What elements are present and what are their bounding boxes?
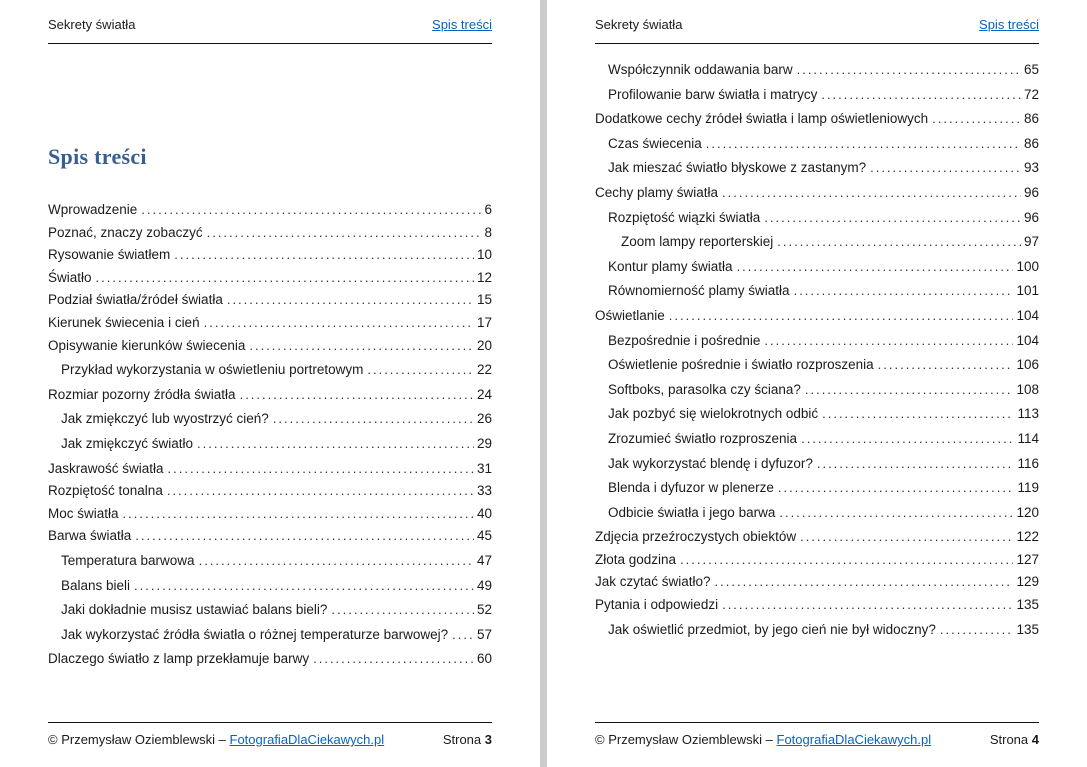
toc-entry-page: 31 [476, 460, 492, 476]
toc-entry[interactable] [595, 354, 1039, 377]
toc-leader-dots [722, 182, 1021, 205]
toc-entry-label: Rysowanie światłem [48, 247, 171, 263]
toc-leader-dots [249, 335, 474, 358]
page-word: Strona [989, 732, 1032, 747]
toc-entry-label: Oświetlanie [595, 307, 665, 323]
toc-leader-dots [706, 133, 1021, 156]
toc-leader-dots [367, 359, 474, 382]
toc-entry-page: 45 [476, 528, 492, 544]
toc-entry[interactable] [595, 502, 1039, 525]
toc-leader-dots [764, 330, 1013, 353]
toc-leader-dots [168, 458, 474, 481]
toc-entry-page: 22 [476, 362, 492, 378]
toc-entry[interactable] [595, 453, 1039, 476]
toc-entry-page: 17 [476, 314, 492, 330]
toc-leader-dots [940, 619, 1014, 642]
toc-entry-label: Jak oświetlić przedmiot, by jego cień nie był widoczny? [608, 621, 936, 637]
toc-entry-label: Jak pozbyć się wielokrotnych odbić [608, 406, 819, 422]
toc-leader-dots [174, 244, 474, 267]
toc-leader-dots [273, 408, 474, 431]
toc-leader-dots [878, 354, 1014, 377]
toc-entry[interactable] [595, 305, 1039, 328]
toc-entry-page: 101 [1016, 283, 1039, 299]
toc-entry[interactable] [595, 157, 1039, 180]
toc-entry-label: Rozmiar pozorny źródła światła [48, 386, 236, 402]
toc-entry-page: 114 [1017, 430, 1039, 446]
page-word: Strona [442, 732, 485, 747]
toc-leader-dots [722, 594, 1013, 617]
toc-entry-label: Jaki dokładnie musisz ustawiać balans bieli? [61, 602, 328, 618]
toc-entry-label: Jak mieszać światło błyskowe z zastanym? [608, 160, 867, 176]
toc-entry-label: Opisywanie kierunków świecenia [48, 337, 246, 353]
toc-leader-dots [227, 289, 474, 312]
toc-entry-page: 135 [1016, 621, 1039, 637]
toc-entry[interactable] [48, 648, 492, 671]
toc-leader-dots [167, 480, 474, 503]
toc-entry[interactable] [48, 384, 492, 407]
footer-site-link[interactable]: FotografiaDlaCiekawych.pl [229, 732, 385, 747]
toc-entry-label: Barwa światła [48, 528, 132, 544]
toc-entry[interactable] [595, 84, 1039, 107]
page-number-value: 4 [1031, 732, 1039, 747]
toc-leader-dots [932, 108, 1021, 131]
toc-entry-label: Jaskrawość światła [48, 460, 164, 476]
toc-leader-dots [669, 305, 1014, 328]
toc-entry-page: 29 [476, 435, 492, 451]
toc-entry[interactable] [48, 480, 492, 503]
toc-entry-page: 119 [1017, 480, 1039, 496]
toc-leader-dots [821, 84, 1021, 107]
toc-entry-page: 47 [476, 552, 492, 568]
toc-entry[interactable] [48, 599, 492, 622]
toc-entry-label: Jak wykorzystać źródła światła o różnej temperaturze barwowej? [61, 626, 449, 642]
toc-entry-label: Dlaczego światło z lamp przekłamuje barwy [48, 651, 310, 667]
toc-entry[interactable] [595, 108, 1039, 131]
toc-entry-label: Jak czytać światło? [595, 574, 711, 590]
toc-entry[interactable] [48, 267, 492, 290]
page-footer [48, 722, 492, 747]
toc-leader-dots [777, 231, 1021, 254]
toc-entry[interactable] [48, 624, 492, 647]
toc-entry[interactable] [595, 231, 1039, 254]
toc-entry[interactable] [48, 525, 492, 548]
toc-entry-label: Kontur plamy światła [608, 258, 733, 274]
toc-entry-page: 40 [476, 505, 492, 521]
toc-leader-dots [123, 503, 474, 526]
toc-entry[interactable] [595, 379, 1039, 402]
toc-leader-dots [204, 312, 474, 335]
toc-leader-dots [207, 222, 482, 245]
toc-entry-label: Dodatkowe cechy źródeł światła i lamp oświetleniowych [595, 111, 929, 127]
toc-entry-label: Profilowanie barw światła i matrycy [608, 86, 818, 102]
toc-entry[interactable] [48, 550, 492, 573]
header-toc-link[interactable]: Spis treści [432, 17, 492, 32]
toc-entry[interactable] [48, 222, 492, 245]
toc-entry-page: 52 [476, 602, 492, 618]
toc-entry-label: Czas świecenia [608, 135, 702, 151]
toc-entry-label: Moc światła [48, 505, 119, 521]
page-gap-divider [540, 0, 547, 767]
toc-leader-dots [141, 199, 481, 222]
header-document-title: Sekrety światła [595, 17, 683, 32]
toc-entry[interactable] [48, 503, 492, 526]
toc-entry-page: 135 [1016, 597, 1039, 613]
toc-entry-page: 104 [1016, 307, 1039, 323]
toc-leader-dots [199, 550, 474, 573]
page-header [595, 16, 1039, 44]
toc-leader-dots [680, 549, 1013, 572]
toc-entry[interactable] [48, 575, 492, 598]
page-number-value: 3 [484, 732, 492, 747]
toc-leader-dots [134, 575, 474, 598]
toc-entry-page: 60 [476, 651, 492, 667]
toc-entry-label: Jak zmiękczyć lub wyostrzyć cień? [61, 411, 269, 427]
footer-page-number [443, 732, 492, 747]
page-header [48, 16, 492, 44]
toc-entry-page: 20 [476, 337, 492, 353]
toc-entry-label: Balans bieli [61, 577, 131, 593]
toc-leader-dots [197, 433, 474, 456]
toc-entry-label: Współczynnik oddawania barw [608, 62, 793, 77]
toc-leader-dots [822, 403, 1014, 426]
toc-entry-label: Odbicie światła i jego barwa [608, 504, 776, 520]
toc-entry-page: 33 [476, 483, 492, 499]
toc-entry-page: 106 [1016, 357, 1039, 373]
toc-entry-label: Zoom lampy reporterskiej [621, 234, 774, 250]
toc-entry[interactable] [48, 312, 492, 335]
toc-entry-page: 122 [1016, 529, 1039, 545]
toc-entry[interactable] [595, 403, 1039, 426]
toc-list [48, 199, 492, 671]
page-3 [0, 0, 540, 767]
toc-entry-label: Światło [48, 269, 92, 285]
toc-entry-page: 120 [1016, 504, 1039, 520]
toc-entry[interactable] [48, 359, 492, 382]
toc-entry-page: 24 [476, 386, 492, 402]
toc-list [595, 59, 1039, 641]
toc-leader-dots [715, 571, 1014, 594]
toc-entry-page: 26 [476, 411, 492, 427]
toc-leader-dots [313, 648, 474, 671]
toc-entry-label: Bezpośrednie i pośrednie [608, 332, 761, 348]
toc-entry[interactable] [48, 289, 492, 312]
toc-entry-page: 15 [476, 292, 492, 308]
toc-heading: Spis treści [48, 144, 147, 169]
copyright-text: © Przemysław Oziemblewski – [595, 732, 777, 747]
page-4 [547, 0, 1087, 767]
toc-leader-dots [778, 477, 1015, 500]
toc-leader-dots [96, 267, 474, 290]
toc-entry-label: Zrozumieć światło rozproszenia [608, 430, 798, 446]
toc-entry[interactable] [595, 526, 1039, 549]
toc-entry-label: Temperatura barwowa [61, 552, 195, 568]
toc-entry-page: 108 [1016, 381, 1039, 397]
toc-entry-label: Kierunek świecenia i cień [48, 314, 200, 330]
toc-entry[interactable] [48, 458, 492, 481]
toc-entry[interactable] [595, 207, 1039, 230]
toc-entry-page: 127 [1016, 551, 1039, 567]
toc-entry-label: Rozpiętość tonalna [48, 483, 163, 499]
toc-entry-page: 49 [476, 577, 492, 593]
toc-leader-dots [794, 280, 1014, 303]
toc-entry-page: 97 [1023, 234, 1039, 250]
toc-leader-dots [331, 599, 474, 622]
toc-entry-page: 10 [476, 247, 492, 263]
toc-entry-page: 93 [1023, 160, 1039, 176]
toc-entry[interactable] [595, 594, 1039, 617]
toc-entry[interactable] [595, 59, 1039, 82]
toc-entry[interactable] [595, 428, 1039, 451]
header-toc-link[interactable]: Spis treści [979, 17, 1039, 32]
toc-entry-page: 104 [1016, 332, 1039, 348]
toc-leader-dots [764, 207, 1021, 230]
toc-leader-dots [800, 526, 1013, 549]
header-document-title: Sekrety światła [48, 17, 136, 32]
toc-entry-page: 72 [1023, 86, 1039, 102]
toc-leader-dots [797, 59, 1021, 82]
page-footer [595, 722, 1039, 747]
toc-entry-page: 86 [1023, 135, 1039, 151]
toc-entry-label: Rozpiętość wiązki światła [608, 209, 761, 225]
toc-leader-dots [240, 384, 474, 407]
toc-entry-page: 12 [476, 269, 492, 285]
footer-page-number [990, 732, 1039, 747]
toc-entry-page: 8 [484, 224, 492, 240]
toc-entry-label: Wprowadzenie [48, 202, 138, 217]
toc-entry-page: 57 [476, 626, 492, 642]
toc-entry-page: 96 [1023, 184, 1039, 200]
toc-entry[interactable] [595, 256, 1039, 279]
toc-entry-label: Pytania i odpowiedzi [595, 597, 719, 613]
toc-entry[interactable] [595, 280, 1039, 303]
toc-entry[interactable] [595, 330, 1039, 353]
toc-entry-label: Oświetlenie pośrednie i światło rozproszenia [608, 357, 874, 373]
copyright-text: © Przemysław Oziemblewski – [48, 732, 230, 747]
toc-entry[interactable] [595, 549, 1039, 572]
toc-entry-label: Cechy plamy światła [595, 184, 719, 200]
toc-entry-label: Zdjęcia przeźroczystych obiektów [595, 529, 797, 545]
toc-entry-page: 96 [1023, 209, 1039, 225]
toc-entry-page: 86 [1023, 111, 1039, 127]
toc-entry[interactable] [595, 477, 1039, 500]
toc-entry-label: Jak wykorzystać blendę i dyfuzor? [608, 455, 813, 471]
toc-entry-label: Złota godzina [595, 551, 677, 567]
toc-leader-dots [801, 428, 1014, 451]
toc-entry-label: Równomierność plamy światła [608, 283, 790, 299]
toc-leader-dots [817, 453, 1015, 476]
toc-entry[interactable] [595, 571, 1039, 594]
footer-copyright [48, 732, 384, 747]
toc-entry-label: Jak zmiękczyć światło [61, 435, 194, 451]
toc-entry-page: 100 [1016, 258, 1039, 274]
toc-entry-label: Blenda i dyfuzor w plenerze [608, 480, 774, 496]
toc-entry-label: Przykład wykorzystania w oświetleniu portretowym [61, 362, 364, 378]
toc-entry-label: Podział światła/źródeł światła [48, 292, 223, 308]
toc-entry-label: Poznać, znaczy zobaczyć [48, 224, 203, 240]
toc-entry[interactable] [48, 335, 492, 358]
toc-entry[interactable] [48, 433, 492, 456]
toc-leader-dots [737, 256, 1014, 279]
footer-site-link[interactable]: FotografiaDlaCiekawych.pl [776, 732, 932, 747]
toc-entry[interactable] [595, 133, 1039, 156]
toc-entry-page: 65 [1023, 62, 1039, 77]
toc-entry-page: 6 [484, 202, 492, 217]
toc-entry-label: Softboks, parasolka czy ściana? [608, 381, 801, 397]
toc-entry[interactable] [595, 182, 1039, 205]
toc-entry-page: 129 [1016, 574, 1039, 590]
toc-leader-dots [779, 502, 1013, 525]
toc-entry[interactable] [48, 199, 492, 222]
footer-copyright [595, 732, 931, 747]
toc-leader-dots [805, 379, 1014, 402]
toc-leader-dots [452, 624, 474, 647]
toc-entry[interactable] [595, 619, 1039, 642]
toc-entry[interactable] [48, 244, 492, 267]
toc-leader-dots [870, 157, 1021, 180]
toc-entry-page: 113 [1017, 406, 1039, 422]
toc-entry[interactable] [48, 408, 492, 431]
toc-entry-page: 116 [1017, 455, 1039, 471]
toc-leader-dots [135, 525, 474, 548]
